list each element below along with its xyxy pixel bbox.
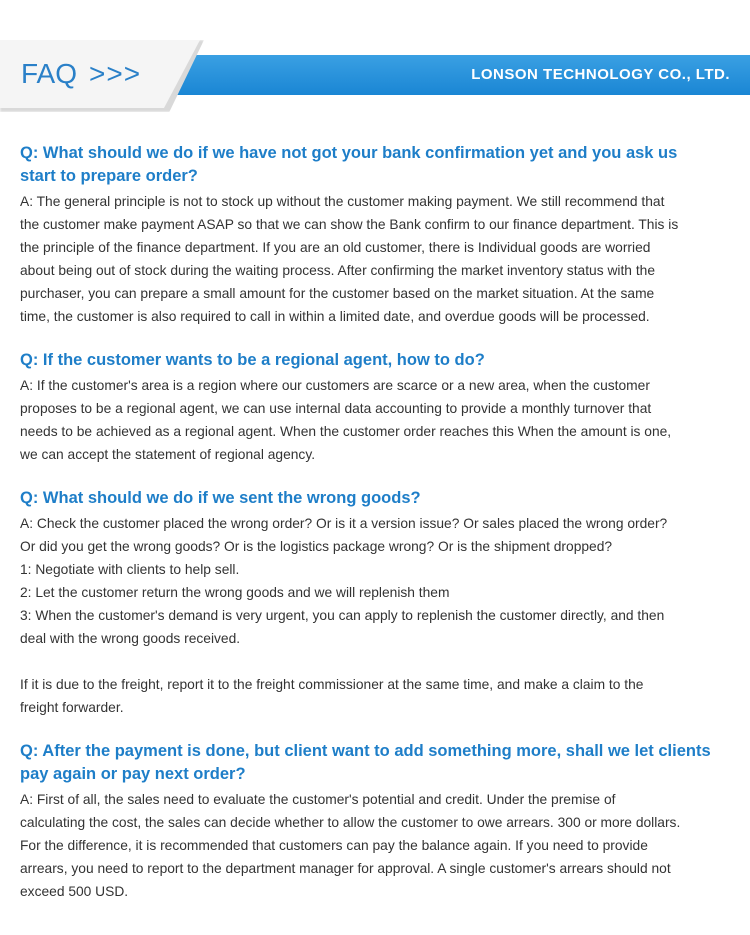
faq-answer [20, 190, 732, 328]
answer-line: we can accept the statement of regional agency. [20, 447, 316, 462]
answer-line: 3: When the customer's demand is very urgent, you can apply to replenish the customer directly, and then [20, 608, 665, 623]
faq-question [20, 740, 732, 786]
answer-line: calculating the cost, the sales can decide whether to allow the customer to owe arrears. 300 or more dollars. [20, 815, 681, 830]
answer-line: 2: Let the customer return the wrong goods and we will replenish them [20, 585, 450, 600]
answer-line: Or did you get the wrong goods? Or is the logistics package wrong? Or is the shipment dropped? [20, 539, 613, 554]
answer-line: needs to be achieved as a regional agent. When the customer order reaches this When the amount is one, [20, 424, 672, 439]
answer-line: the customer make payment ASAP so that we can show the Bank confirm to our finance department. This is [20, 217, 679, 232]
answer-line: A: The general principle is not to stock up without the customer making payment. We still recommend that [20, 194, 665, 209]
answer-line: For the difference, it is recommended that customers can pay the balance again. If you need to provide [20, 838, 648, 853]
answer-line: A: Check the customer placed the wrong order? Or is it a version issue? Or sales placed the wrong order? [20, 516, 668, 531]
answer-line: time, the customer is also required to call in within a limited date, and overdue goods will be processed. [20, 309, 650, 324]
faq-banner [0, 0, 750, 120]
answer-line: A: If the customer's area is a region where our customers are scarce or a new area, when the customer [20, 378, 650, 393]
faq-item [20, 349, 732, 466]
answer-line: A: First of all, the sales need to evaluate the customer's potential and credit. Under the premise of [20, 792, 616, 807]
faq-question [20, 349, 732, 372]
answer-line: about being out of stock during the waiting process. After confirming the market inventory status with the [20, 263, 655, 278]
answer-spacer [20, 650, 732, 673]
answer-line: freight forwarder. [20, 700, 124, 715]
question-line: Q: What should we do if we have not got your bank confirmation yet and you ask us [20, 144, 678, 162]
answer-line: arrears, you need to report to the department manager for approval. A single customer's arrears should not [20, 861, 671, 876]
faq-question [20, 142, 732, 188]
page-title [21, 58, 141, 90]
question-line: Q: After the payment is done, but client want to add something more, shall we let clients [20, 742, 711, 760]
question-line: Q: What should we do if we sent the wrong goods? [20, 489, 421, 507]
company-name: LONSON TECHNOLOGY CO., LTD. [471, 66, 730, 83]
faq-item [20, 487, 732, 719]
answer-line: 1: Negotiate with clients to help sell. [20, 562, 240, 577]
faq-item [20, 142, 732, 328]
faq-answer [20, 512, 732, 719]
question-line: Q: If the customer wants to be a regional agent, how to do? [20, 351, 485, 369]
faq-item [20, 740, 732, 903]
answer-line: purchaser, you can prepare a small amount for the customer based on the market situation. At the same [20, 286, 655, 301]
answer-line: the principle of the finance department. If you are an old customer, there is Individual goods are worried [20, 240, 651, 255]
faq-answer [20, 788, 732, 903]
page-title-text: FAQ [21, 58, 78, 89]
answer-line: proposes to be a regional agent, we can use internal data accounting to provide a monthly turnover that [20, 401, 652, 416]
answer-line: deal with the wrong goods received. [20, 631, 241, 646]
faq-question [20, 487, 732, 510]
question-line: start to prepare order? [20, 167, 198, 185]
faq-answer [20, 374, 732, 466]
question-line: pay again or pay next order? [20, 765, 246, 783]
answer-line: If it is due to the freight, report it to the freight commissioner at the same time, and make a claim to the [20, 677, 644, 692]
answer-line: exceed 500 USD. [20, 884, 129, 899]
arrows-glyph: >>> [89, 58, 142, 89]
faq-list [20, 140, 732, 924]
